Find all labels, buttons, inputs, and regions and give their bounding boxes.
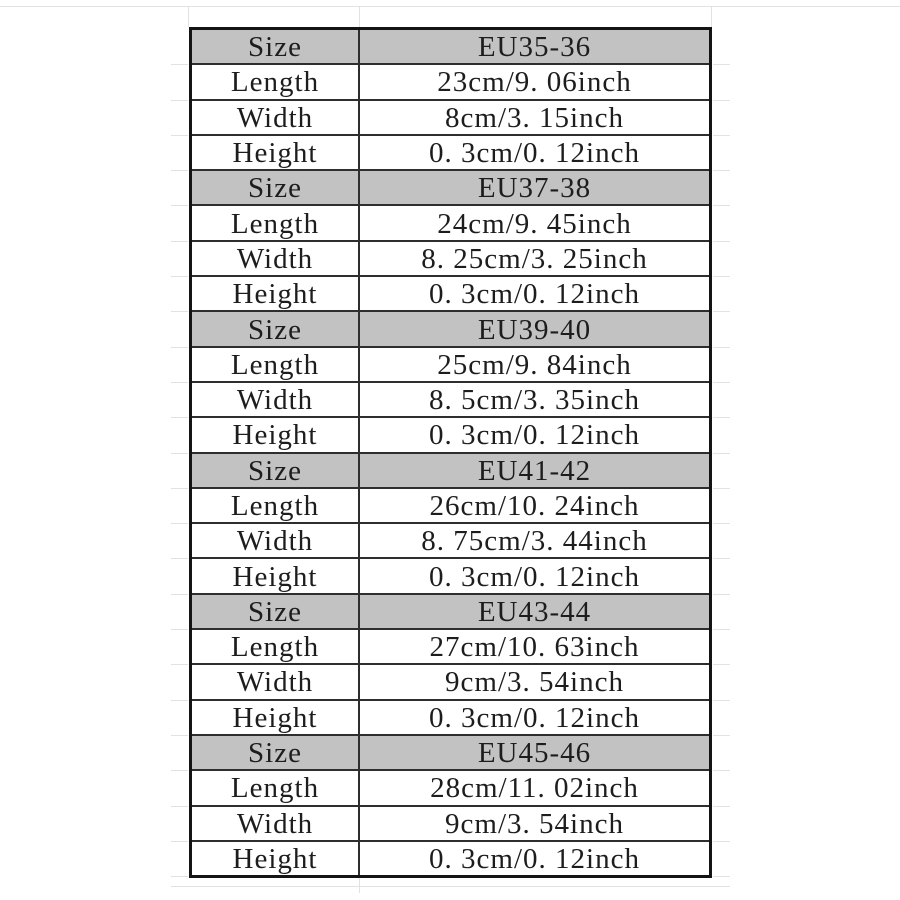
table-row (192, 418, 709, 453)
table-row (192, 101, 709, 136)
row-value: EU39-40 (477, 313, 592, 346)
row-label: Size (192, 30, 360, 63)
row-value: 9cm/3. 54inch (445, 807, 624, 840)
table-row (192, 559, 709, 594)
row-value: 27cm/10. 63inch (429, 631, 640, 664)
row-label: Size (192, 595, 360, 628)
gridline (359, 6, 360, 27)
table-row (192, 65, 709, 100)
row-value: EU43-44 (477, 595, 592, 628)
row-label: Height (192, 136, 360, 169)
gridline (188, 6, 189, 27)
row-label: Height (192, 277, 360, 310)
row-label: Width (192, 665, 360, 698)
row-value: 8. 25cm/3. 25inch (421, 242, 648, 275)
table-row (192, 136, 709, 171)
table-row (192, 807, 709, 842)
size-chart-table (189, 27, 712, 878)
row-value: 26cm/10. 24inch (429, 490, 640, 522)
row-value: 24cm/9. 45inch (437, 207, 632, 240)
row-label: Height (192, 701, 360, 734)
row-label: Length (192, 65, 360, 98)
table-row (192, 595, 709, 630)
table-row (192, 30, 709, 65)
row-value: EU41-42 (477, 454, 592, 487)
row-label: Length (192, 771, 360, 804)
table-row (192, 312, 709, 347)
row-value: 0. 3cm/0. 12inch (429, 137, 640, 170)
table-row (192, 630, 709, 665)
row-label: Size (192, 312, 360, 345)
row-value: 0. 3cm/0. 12inch (429, 278, 640, 311)
row-label: Length (192, 348, 360, 381)
table-row (192, 701, 709, 736)
row-label: Height (192, 842, 360, 875)
row-label: Width (192, 524, 360, 557)
row-label: Length (192, 206, 360, 239)
table-row (192, 454, 709, 489)
table-row (192, 206, 709, 241)
row-value: 0. 3cm/0. 12inch (429, 701, 640, 734)
row-value: 9cm/3. 54inch (445, 666, 624, 699)
row-value: 25cm/9. 84inch (437, 348, 632, 381)
table-row (192, 489, 709, 524)
table-row (192, 242, 709, 277)
row-label: Height (192, 418, 360, 451)
row-label: Size (192, 454, 360, 487)
row-value: 8cm/3. 15inch (445, 101, 624, 134)
table-row (192, 348, 709, 383)
row-label: Width (192, 807, 360, 840)
row-label: Size (192, 171, 360, 204)
table-row (192, 771, 709, 806)
row-label: Width (192, 101, 360, 134)
row-value: 8. 75cm/3. 44inch (421, 525, 648, 558)
row-label: Size (192, 736, 360, 769)
row-value: EU45-46 (477, 737, 592, 770)
row-value: EU35-36 (477, 31, 592, 64)
row-label: Length (192, 489, 360, 522)
table-row (192, 277, 709, 312)
gridline (0, 6, 900, 7)
row-value: 23cm/9. 06inch (437, 66, 632, 99)
row-label: Length (192, 630, 360, 663)
row-value: 0. 3cm/0. 12inch (429, 560, 640, 593)
table-row (192, 842, 709, 875)
gridline (171, 886, 730, 887)
table-row (192, 736, 709, 771)
table-row (192, 524, 709, 559)
row-label: Width (192, 242, 360, 275)
table-row (192, 383, 709, 418)
row-value: 0. 3cm/0. 12inch (429, 419, 640, 452)
row-value: 0. 3cm/0. 12inch (429, 842, 640, 875)
row-value: 8. 5cm/3. 35inch (429, 384, 640, 417)
table-row (192, 171, 709, 206)
row-label: Width (192, 383, 360, 416)
table-row (192, 665, 709, 700)
row-value: EU37-38 (477, 172, 592, 205)
row-label: Height (192, 559, 360, 592)
gridline (711, 6, 712, 27)
row-value: 28cm/11. 02inch (430, 772, 639, 805)
